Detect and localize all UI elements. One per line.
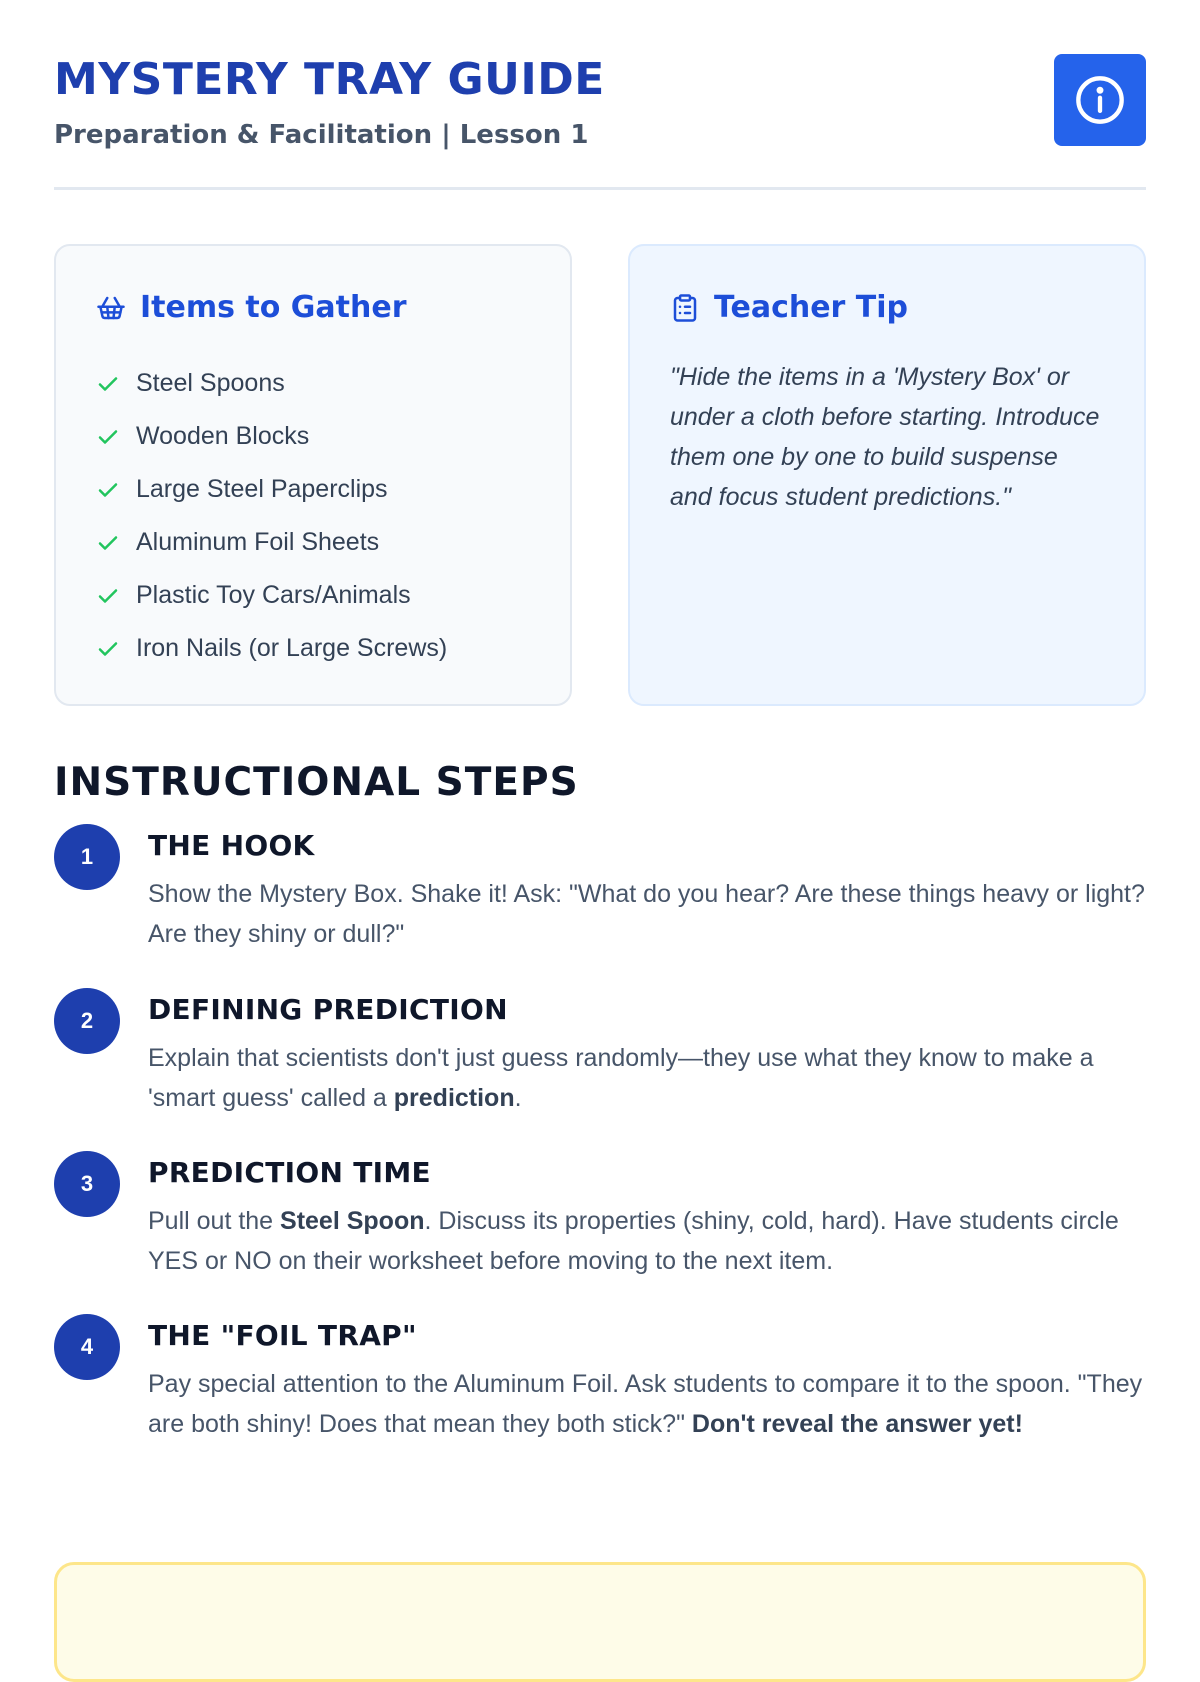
step-text xyxy=(148,1038,1148,1118)
check-icon xyxy=(96,372,120,396)
tip-card-title: Teacher Tip xyxy=(714,290,909,325)
clipboard-icon xyxy=(670,293,700,323)
step-title: THE "FOIL TRAP" xyxy=(148,1319,417,1352)
info-circle-icon xyxy=(1074,74,1126,126)
step-text-part: . Discuss its properties (shiny, cold, hard). Have students circle YES or NO on their worksheet before moving to the next item. xyxy=(148,1207,1119,1275)
page-subtitle: Preparation & Facilitation | Lesson 1 xyxy=(54,120,589,150)
page-title: MYSTERY TRAY GUIDE xyxy=(54,54,605,105)
step-text-emphasis: Steel Spoon xyxy=(280,1207,425,1235)
gather-item xyxy=(96,357,530,410)
step-text xyxy=(148,1364,1148,1444)
basket-icon xyxy=(96,293,126,323)
step-number-badge: 1 xyxy=(54,824,120,890)
step-text-part: Explain that scientists don't just guess randomly—they use what they know to make a 'smart guess' called a xyxy=(148,1044,1094,1112)
step-body xyxy=(148,990,1148,1118)
step-body xyxy=(148,1316,1148,1444)
gather-item-label: Iron Nails (or Large Screws) xyxy=(136,634,448,662)
step-title: THE HOOK xyxy=(148,829,315,862)
step-text-part: Pull out the xyxy=(148,1207,281,1235)
page-header xyxy=(54,0,1146,190)
steps-heading: INSTRUCTIONAL STEPS xyxy=(54,760,579,805)
check-icon xyxy=(96,637,120,661)
gather-item-label: Steel Spoons xyxy=(136,369,285,397)
gather-item xyxy=(96,569,530,622)
gather-item xyxy=(96,410,530,463)
info-cards xyxy=(54,244,1146,706)
teacher-tip-card xyxy=(628,244,1146,706)
step-body xyxy=(148,826,1148,954)
tip-text: "Hide the items in a 'Mystery Box' or under a cloth before starting. Introduce them one by one to build suspense and focus student predictions." xyxy=(670,363,1100,511)
step-number-badge: 4 xyxy=(54,1314,120,1380)
step-text-emphasis: prediction xyxy=(393,1084,515,1112)
check-icon xyxy=(96,478,120,502)
step-text: Show the Mystery Box. Shake it! Ask: "What do you hear? Are these things heavy or light? Are they shiny or dull?" xyxy=(148,880,1145,948)
page xyxy=(54,0,1146,1438)
items-list xyxy=(96,357,530,675)
step-text-emphasis: Don't reveal the answer yet! xyxy=(691,1410,1023,1438)
step-text-part: Pay special attention to the Aluminum Foil. Ask students to compare it to the spoon. "They are both shiny! Does that mean they both stick?" xyxy=(148,1370,1143,1438)
check-icon xyxy=(96,584,120,608)
gather-item-label: Wooden Blocks xyxy=(136,422,310,450)
items-card-header xyxy=(96,290,530,325)
gather-item xyxy=(96,516,530,569)
step-text xyxy=(148,1201,1148,1281)
gather-item-label: Plastic Toy Cars/Animals xyxy=(136,581,411,609)
check-icon xyxy=(96,531,120,555)
step-title: PREDICTION TIME xyxy=(148,1156,431,1189)
step-number-badge: 2 xyxy=(54,988,120,1054)
items-to-gather-card xyxy=(54,244,572,706)
info-button[interactable] xyxy=(1054,54,1146,146)
gather-item xyxy=(96,622,530,675)
check-icon xyxy=(96,425,120,449)
gather-item xyxy=(96,463,530,516)
step-title: DEFINING PREDICTION xyxy=(148,993,508,1026)
step-text-part: . xyxy=(514,1084,522,1112)
gather-item-label: Large Steel Paperclips xyxy=(136,475,388,503)
tip-card-header xyxy=(670,290,1104,325)
items-card-title: Items to Gather xyxy=(140,290,407,325)
bottom-callout-box xyxy=(54,1562,1146,1682)
step-number-badge: 3 xyxy=(54,1151,120,1217)
gather-item-label: Aluminum Foil Sheets xyxy=(136,528,380,556)
step-body xyxy=(148,1153,1148,1281)
